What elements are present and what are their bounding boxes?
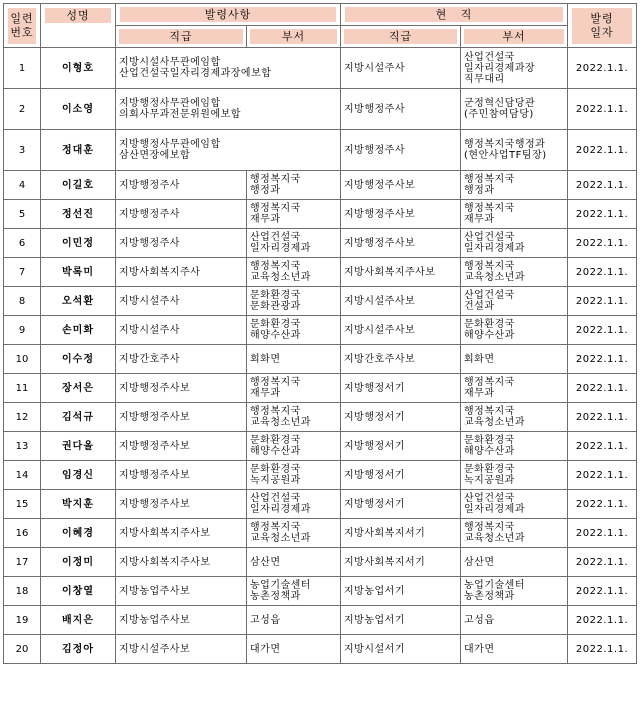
serial-cell: 8 (4, 287, 41, 316)
current-rank-cell: 지방사회복지주사보 (341, 258, 461, 287)
appointment-merged-cell: 지방행정사무관에임합 의회사무과전문위원에보합 (116, 89, 341, 130)
current-dept-cell: 산업건설국 일자리경제과 (461, 490, 568, 519)
table-row (4, 606, 637, 635)
appointment-dept-cell: 행정복지국 행정과 (247, 171, 341, 200)
current-dept-cell: 회화면 (461, 345, 568, 374)
current-rank-cell: 지방시설주사 (341, 48, 461, 89)
date-cell: 2022.1.1. (568, 48, 637, 89)
table-row (4, 316, 637, 345)
current-rank-cell: 지방행정서기 (341, 403, 461, 432)
date-cell: 2022.1.1. (568, 606, 637, 635)
table-row (4, 200, 637, 229)
appointment-dept-header-cell (247, 26, 341, 48)
serial-cell: 5 (4, 200, 41, 229)
serial-cell: 13 (4, 432, 41, 461)
table-row (4, 287, 637, 316)
date-cell: 2022.1.1. (568, 258, 637, 287)
table-row (4, 374, 637, 403)
appointment-rank-cell: 지방사회복지주사보 (116, 519, 247, 548)
current-dept-cell: 농업기술센터 농촌정책과 (461, 577, 568, 606)
current-rank-cell: 지방시설주사보 (341, 316, 461, 345)
date-cell: 2022.1.1. (568, 374, 637, 403)
name-cell: 손미화 (41, 316, 116, 345)
table-row (4, 130, 637, 171)
current-rank-cell: 지방행정주사 (341, 130, 461, 171)
appointment-dept-cell: 문화환경국 해양수산과 (247, 316, 341, 345)
current-dept-header: 부서 (464, 29, 564, 44)
current-dept-cell: 군정혁신담당관 (주민참여담당) (461, 89, 568, 130)
serial-cell: 9 (4, 316, 41, 345)
serial-cell: 19 (4, 606, 41, 635)
serial-cell: 4 (4, 171, 41, 200)
appointment-rank-cell: 지방행정주사 (116, 171, 247, 200)
current-dept-cell: 삼산면 (461, 548, 568, 577)
serial-cell: 11 (4, 374, 41, 403)
date-cell: 2022.1.1. (568, 548, 637, 577)
current-dept-cell: 고성읍 (461, 606, 568, 635)
date-cell: 2022.1.1. (568, 635, 637, 664)
table-body (4, 48, 637, 664)
appointment-rank-cell: 지방간호주사 (116, 345, 247, 374)
appointment-dept-cell: 산업건설국 일자리경제과 (247, 229, 341, 258)
serial-cell: 12 (4, 403, 41, 432)
name-cell: 오석환 (41, 287, 116, 316)
appointment-dept-cell: 대가면 (247, 635, 341, 664)
current-rank-cell: 지방행정주사보 (341, 229, 461, 258)
current-dept-cell: 행정복지국 교육청소년과 (461, 403, 568, 432)
appointment-rank-header-cell (116, 26, 247, 48)
serial-header: 일련 번호 (8, 8, 36, 44)
current-rank-cell: 지방간호주사보 (341, 345, 461, 374)
current-rank-cell: 지방시설주사보 (341, 287, 461, 316)
appointment-merged-cell: 지방시설사무관에임합 산업건설국일자리경제과장에보합 (116, 48, 341, 89)
serial-cell: 17 (4, 548, 41, 577)
table-row (4, 519, 637, 548)
name-cell: 이창열 (41, 577, 116, 606)
name-cell: 이정미 (41, 548, 116, 577)
appointment-rank-cell: 지방시설주사보 (116, 635, 247, 664)
date-cell: 2022.1.1. (568, 403, 637, 432)
current-dept-cell: 산업건설국 일자리경제과 (461, 229, 568, 258)
table-row (4, 258, 637, 287)
current-rank-cell: 지방행정주사보 (341, 200, 461, 229)
current-dept-cell: 문화환경국 해양수산과 (461, 316, 568, 345)
appointment-rank-cell: 지방행정주사 (116, 229, 247, 258)
current-dept-cell: 대가면 (461, 635, 568, 664)
current-rank-header-cell (341, 26, 461, 48)
current-dept-cell: 행정복지국 교육청소년과 (461, 258, 568, 287)
serial-cell: 1 (4, 48, 41, 89)
appointment-rank-cell: 지방행정주사보 (116, 403, 247, 432)
current-rank-cell: 지방행정주사 (341, 89, 461, 130)
name-cell: 이혜경 (41, 519, 116, 548)
current-rank-cell: 지방행정서기 (341, 374, 461, 403)
appointment-merged-cell: 지방행정사무관에임합 삼산면장에보합 (116, 130, 341, 171)
current-rank-cell: 지방행정서기 (341, 461, 461, 490)
appointment-rank-cell: 지방농업주사보 (116, 577, 247, 606)
appointment-rank-cell: 지방행정주사 (116, 200, 247, 229)
table-row (4, 490, 637, 519)
appointment-rank-cell: 지방행정주사보 (116, 374, 247, 403)
name-cell: 김석규 (41, 403, 116, 432)
appointment-dept-cell: 회화면 (247, 345, 341, 374)
date-cell: 2022.1.1. (568, 432, 637, 461)
serial-header-cell (4, 4, 41, 48)
appointment-table (3, 3, 637, 664)
appointment-header-cell (116, 4, 341, 26)
current-header: 현 직 (345, 7, 563, 22)
header-row-top (4, 4, 637, 26)
current-header-cell (341, 4, 568, 26)
serial-cell: 20 (4, 635, 41, 664)
current-dept-cell: 행정복지국 교육청소년과 (461, 519, 568, 548)
appointment-dept-cell: 문화환경국 녹지공원과 (247, 461, 341, 490)
table-row (4, 403, 637, 432)
appointment-rank-cell: 지방농업주사보 (116, 606, 247, 635)
date-cell: 2022.1.1. (568, 171, 637, 200)
current-dept-cell: 행정복지국행정과 (현안사업TF팀장) (461, 130, 568, 171)
name-cell: 권다올 (41, 432, 116, 461)
current-dept-cell: 산업건설국 일자리경제과장 직무대리 (461, 48, 568, 89)
name-cell: 이수정 (41, 345, 116, 374)
date-cell: 2022.1.1. (568, 89, 637, 130)
name-header: 성명 (45, 8, 111, 23)
date-cell: 2022.1.1. (568, 229, 637, 258)
appointment-dept-cell: 삼산면 (247, 548, 341, 577)
current-rank-cell: 지방행정서기 (341, 432, 461, 461)
appointment-rank-cell: 지방시설주사 (116, 316, 247, 345)
name-cell: 임경신 (41, 461, 116, 490)
name-cell: 이소영 (41, 89, 116, 130)
current-dept-cell: 행정복지국 행정과 (461, 171, 568, 200)
current-dept-cell: 문화환경국 해양수산과 (461, 432, 568, 461)
serial-cell: 10 (4, 345, 41, 374)
appointment-dept-cell: 행정복지국 재무과 (247, 374, 341, 403)
appointment-dept-cell: 행정복지국 교육청소년과 (247, 519, 341, 548)
current-rank-cell: 지방행정주사보 (341, 171, 461, 200)
appointment-rank-cell: 지방행정주사보 (116, 432, 247, 461)
name-cell: 정선진 (41, 200, 116, 229)
appointment-dept-header: 부서 (250, 29, 337, 44)
appointment-rank-cell: 지방시설주사 (116, 287, 247, 316)
table-row (4, 635, 637, 664)
name-header-cell (41, 4, 116, 48)
date-header: 발령 일자 (572, 8, 632, 44)
appointment-dept-cell: 행정복지국 교육청소년과 (247, 258, 341, 287)
table-row (4, 345, 637, 374)
name-cell: 배지은 (41, 606, 116, 635)
appointment-dept-cell: 산업건설국 일자리경제과 (247, 490, 341, 519)
serial-cell: 6 (4, 229, 41, 258)
serial-cell: 7 (4, 258, 41, 287)
appointment-dept-cell: 농업기술센터 농촌정책과 (247, 577, 341, 606)
appointment-dept-cell: 문화환경국 해양수산과 (247, 432, 341, 461)
appointment-rank-header: 직급 (119, 29, 243, 44)
date-cell: 2022.1.1. (568, 345, 637, 374)
current-rank-cell: 지방시설서기 (341, 635, 461, 664)
current-dept-header-cell (461, 26, 568, 48)
date-cell: 2022.1.1. (568, 200, 637, 229)
current-rank-cell: 지방사회복지서기 (341, 519, 461, 548)
name-cell: 박지훈 (41, 490, 116, 519)
current-dept-cell: 문화환경국 녹지공원과 (461, 461, 568, 490)
date-cell: 2022.1.1. (568, 130, 637, 171)
appointment-rank-cell: 지방행정주사보 (116, 490, 247, 519)
current-dept-cell: 산업건설국 건설과 (461, 287, 568, 316)
appointment-dept-cell: 문화환경국 문화관광과 (247, 287, 341, 316)
name-cell: 이민정 (41, 229, 116, 258)
name-cell: 이길호 (41, 171, 116, 200)
table-row (4, 432, 637, 461)
current-rank-cell: 지방농업서기 (341, 606, 461, 635)
date-cell: 2022.1.1. (568, 461, 637, 490)
date-cell: 2022.1.1. (568, 519, 637, 548)
appointment-header: 발령사항 (120, 7, 336, 22)
serial-cell: 16 (4, 519, 41, 548)
table-row (4, 461, 637, 490)
table-row (4, 229, 637, 258)
current-dept-cell: 행정복지국 재무과 (461, 200, 568, 229)
table-row (4, 548, 637, 577)
name-cell: 김정아 (41, 635, 116, 664)
name-cell: 박록미 (41, 258, 116, 287)
current-rank-cell: 지방행정서기 (341, 490, 461, 519)
date-cell: 2022.1.1. (568, 490, 637, 519)
name-cell: 정대훈 (41, 130, 116, 171)
date-cell: 2022.1.1. (568, 577, 637, 606)
current-rank-cell: 지방농업서기 (341, 577, 461, 606)
serial-cell: 3 (4, 130, 41, 171)
name-cell: 이형호 (41, 48, 116, 89)
table-row (4, 577, 637, 606)
table-row (4, 171, 637, 200)
serial-cell: 15 (4, 490, 41, 519)
appointment-dept-cell: 고성읍 (247, 606, 341, 635)
current-dept-cell: 행정복지국 재무과 (461, 374, 568, 403)
date-header-cell (568, 4, 637, 48)
appointment-dept-cell: 행정복지국 재무과 (247, 200, 341, 229)
appointment-rank-cell: 지방행정주사보 (116, 461, 247, 490)
date-cell: 2022.1.1. (568, 316, 637, 345)
serial-cell: 2 (4, 89, 41, 130)
name-cell: 장서은 (41, 374, 116, 403)
table-row (4, 48, 637, 89)
current-rank-header: 직급 (344, 29, 457, 44)
appointment-rank-cell: 지방사회복지주사 (116, 258, 247, 287)
appointment-dept-cell: 행정복지국 교육청소년과 (247, 403, 341, 432)
date-cell: 2022.1.1. (568, 287, 637, 316)
table-row (4, 89, 637, 130)
appointment-rank-cell: 지방사회복지주사보 (116, 548, 247, 577)
serial-cell: 14 (4, 461, 41, 490)
serial-cell: 18 (4, 577, 41, 606)
current-rank-cell: 지방사회복지서기 (341, 548, 461, 577)
